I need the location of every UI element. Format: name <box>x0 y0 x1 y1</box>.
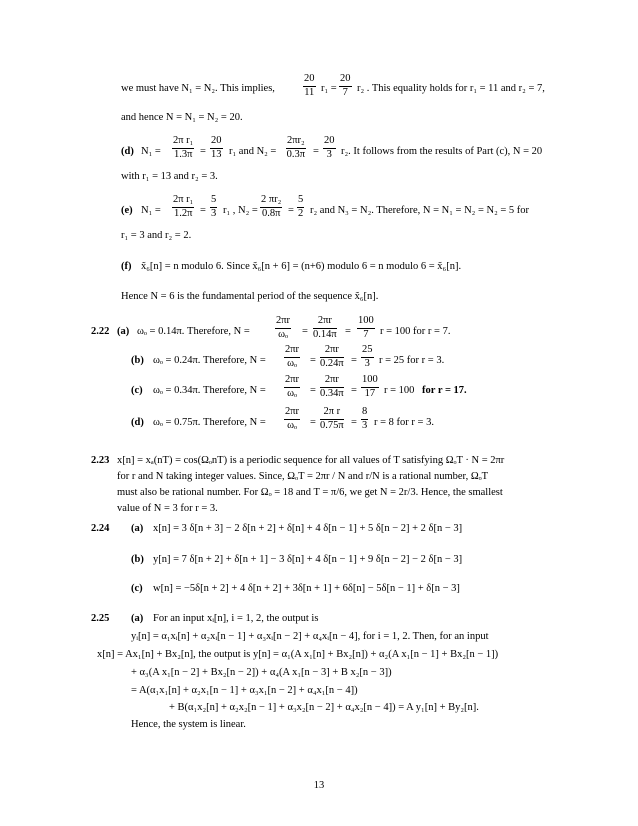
fraction: $\frac{2\pi r}{0.34\pi}$ <box>320 374 344 399</box>
text-line: = <box>310 355 316 366</box>
text-line: for r = 17. <box>422 385 467 396</box>
text-line: = <box>310 385 316 396</box>
text-line: r = 8 for r = 3. <box>374 417 434 428</box>
part-label: (a) <box>117 326 130 337</box>
part-label: (a) <box>131 523 144 534</box>
text-line: ωₒ = 0.34π. Therefore, N = <box>153 385 266 396</box>
fraction: $\frac{\text{2π r₁}}{1.2\pi}$ <box>173 194 194 219</box>
text-line: N₁ = <box>141 205 161 216</box>
fraction: $\frac{2\pi r}{0.14\pi}$ <box>313 315 337 340</box>
text-line: = <box>351 355 357 366</box>
text-line: Hence, the system is linear. <box>131 719 246 730</box>
text-line: = <box>351 417 357 428</box>
text-line: = <box>310 417 316 428</box>
fraction: $\frac{5}{2}$ <box>298 194 304 219</box>
text-line: x[n] = Ax₁[n] + Bx₂[n], the output is y[n] = α₁(A x₁[n] + Bx₂[n]) + α₂(A x₁[n − 1] + Bx₂[n − 1]) <box>97 649 499 660</box>
fraction: $\frac{100}{17}$ <box>362 374 378 399</box>
text-line: r₁ and N₂ = <box>229 146 277 157</box>
fraction: $\frac{2\pi r}{0.24\pi}$ <box>320 344 344 369</box>
fraction: $\frac{20}{3}$ <box>324 135 335 160</box>
text-line: r₁ = <box>321 83 337 94</box>
fraction: $\frac{100}{7}$ <box>358 315 374 340</box>
problem-number: 2.23 <box>91 455 110 466</box>
fraction: $\frac{2\pi r}{\text{ωₒ}}$ <box>285 406 300 431</box>
problem-number: 2.22 <box>91 326 110 337</box>
fraction: $\frac{20}{11}$ <box>304 73 315 98</box>
fraction: $\frac{\text{2π r₁}}{1.3\pi}$ <box>173 135 194 160</box>
text-line: yᵢ[n] = α₁xᵢ[n] + α₂xᵢ[n − 1] + α₃xᵢ[n − 2] + α₄xᵢ[n − 4], for i = 1, 2. Then, for an input <box>131 631 489 642</box>
text-line: = <box>200 146 206 157</box>
text-line: r₁ = 3 and r₂ = 2. <box>121 230 192 241</box>
part-label: (b) <box>131 554 144 565</box>
part-label: (c) <box>131 385 143 396</box>
part-label: (b) <box>131 355 144 366</box>
text-line: r₂ and N₃ = N₂. Therefore, N = N₁ = N₂ = N₂ = 5 for <box>310 205 530 216</box>
fraction: $\frac{8}{3}$ <box>362 406 368 431</box>
text-line: = <box>345 326 351 337</box>
text-line: ωₒ = 0.75π. Therefore, N = <box>153 417 266 428</box>
text-line: Hence N = 6 is the fundamental period of the sequence x̃₆[n]. <box>121 291 379 302</box>
text-line: with r₁ = 13 and r₂ = 3. <box>121 171 218 182</box>
part-label: (f) <box>121 261 132 272</box>
problem-number: 2.24 <box>91 523 110 534</box>
fraction: $\frac{\text{2π r}}{0.75\pi}$ <box>320 406 344 431</box>
fraction: $\frac{2\pi r}{\text{ωₒ}}$ <box>276 315 291 340</box>
text-line: r₂ . This equality holds for r₁ = 11 and r₂ = 7, <box>357 83 545 94</box>
text-line: x̃₆[n] = n modulo 6. Since x̃₆[n + 6] = (n+6) modulo 6 = n modulo 6 = x̃₆[n]. <box>141 261 462 272</box>
part-label: (c) <box>131 583 143 594</box>
text-line: must also be rational number. For Ωₒ = 18 and T = π/6, we get N = 2r/3. Hence, the smallest <box>117 487 503 498</box>
fraction: $\frac{20}{13}$ <box>211 135 222 160</box>
text-line: r₁ , N₂ = <box>223 205 258 216</box>
fraction: $\frac{2\pi r}{\text{ωₒ}}$ <box>285 374 300 399</box>
fraction: $\frac{5}{3}$ <box>211 194 217 219</box>
part-label: (d) <box>121 146 134 157</box>
text-line: ωₒ = 0.24π. Therefore, N = <box>153 355 266 366</box>
text-line: r = 100 <box>384 385 415 396</box>
text-line: ωₒ = 0.14π. Therefore, N = <box>137 326 250 337</box>
text-line: r₂. It follows from the results of Part (c), N = 20 <box>341 146 543 157</box>
text-line: For an input xᵢ[n], i = 1, 2, the output is <box>153 613 319 624</box>
text-line: = <box>200 205 206 216</box>
text-line: + α₃(A x₁[n − 2] + Bx₂[n − 2]) + α₄(A x₁[n − 3] + B x₂[n − 3]) <box>131 667 392 678</box>
text-line: x[n] = 3 δ[n + 3] − 2 δ[n + 2] + δ[n] + 4 δ[n − 1] + 5 δ[n − 2] + 2 δ[n − 3] <box>153 523 463 534</box>
fraction: $\frac{20}{7}$ <box>340 73 351 98</box>
text-line: for r and N taking integer values. Since, ΩₒT = 2πr / N and r/N is a rational number, ΩₒT <box>117 471 489 482</box>
text-line: = <box>302 326 308 337</box>
problem-number: 2.25 <box>91 613 110 624</box>
text-line: y[n] = 7 δ[n + 2] + δ[n + 1] − 3 δ[n] + 4 δ[n − 1] + 9 δ[n − 2] − 2 δ[n − 3] <box>153 554 463 565</box>
fraction: $\frac{25}{3}$ <box>362 344 373 369</box>
text-line: + B(α₁x₂[n] + α₂x₂[n − 1] + α₃x₂[n − 2] + α₄x₂[n − 4]) = A y₁[n] + By₂[n]. <box>169 702 479 713</box>
part-label: (d) <box>131 417 144 428</box>
fraction: $\frac{\text{2πr₂}}{0.3\pi}$ <box>286 135 306 160</box>
text-line: N₁ = <box>141 146 161 157</box>
part-label: (e) <box>121 205 133 216</box>
text-line: = <box>313 146 319 157</box>
text-line: value of N = 3 for r = 3. <box>117 503 218 514</box>
text-line: we must have N₁ = N₂. This implies, <box>121 83 275 94</box>
fraction: $\frac{\text{2 πr₂}}{0.8\pi}$ <box>261 194 282 219</box>
page-number: 13 <box>313 780 325 791</box>
text-line: = <box>351 385 357 396</box>
text-line: = A(α₁x₁[n] + α₂x₁[n − 1] + α₃x₁[n − 2] + α₄x₁[n − 4]) <box>131 685 358 696</box>
text-line: x[n] = xₐ(nT) = cos(ΩₒnT) is a periodic sequence for all values of T satisfying ΩₒT · N = 2πr <box>117 455 505 466</box>
part-label: (a) <box>131 613 144 624</box>
text-line: r = 25 for r = 3. <box>379 355 445 366</box>
text-line: and hence N = N₁ = N₂ = 20. <box>121 112 243 123</box>
text-line: w[n] = −5δ[n + 2] + 4 δ[n + 2] + 3δ[n + 1] + 6δ[n] − 5δ[n − 1] + δ[n − 3] <box>153 583 460 594</box>
text-line: r = 100 for r = 7. <box>380 326 451 337</box>
fraction: $\frac{2\pi r}{\text{ωₒ}}$ <box>285 344 300 369</box>
text-line: = <box>288 205 294 216</box>
